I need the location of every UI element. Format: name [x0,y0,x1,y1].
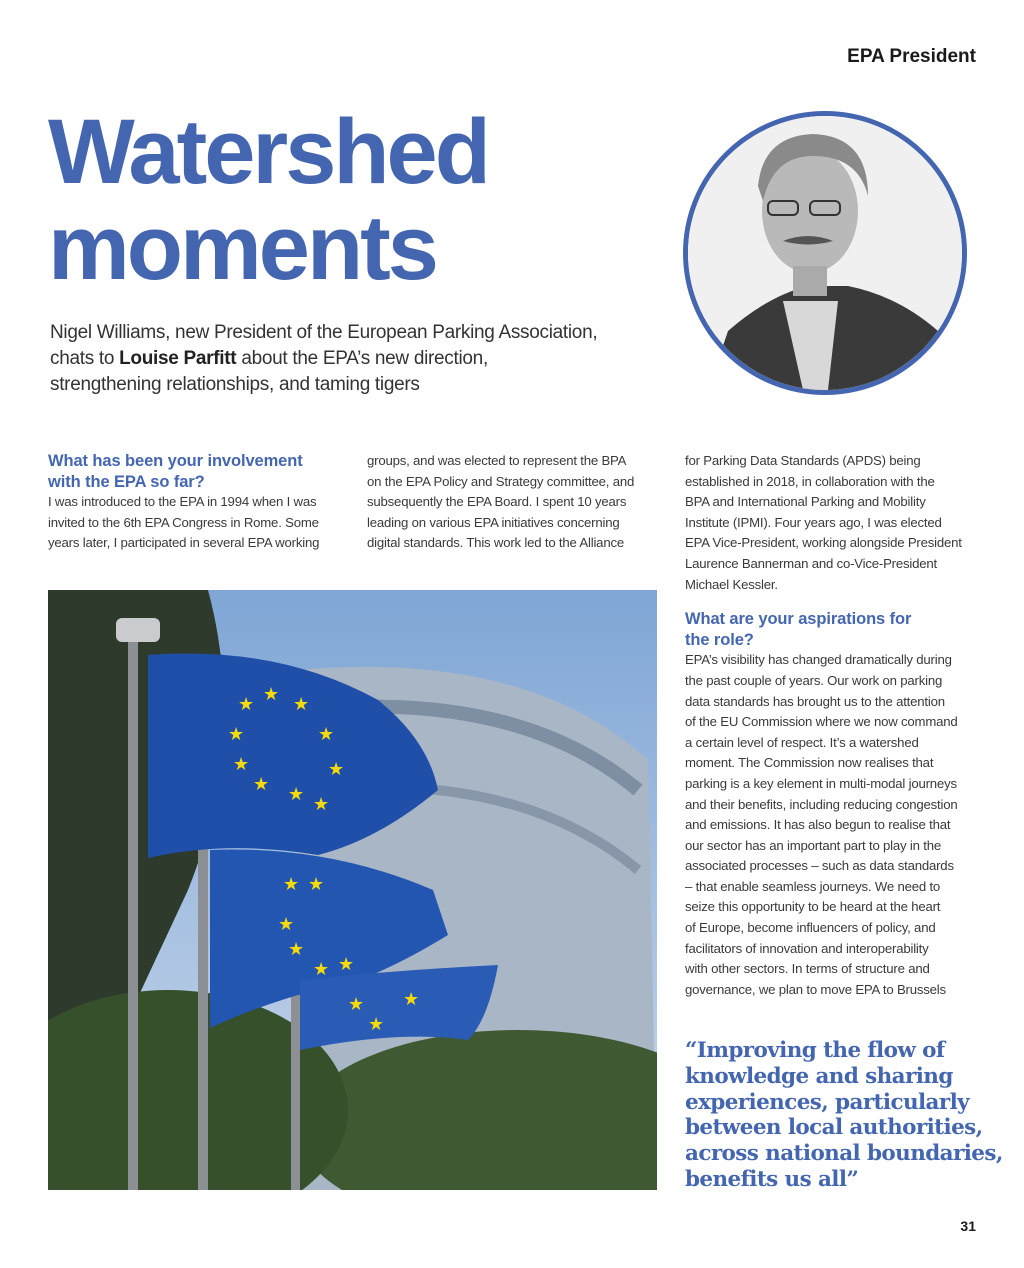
svg-text:★: ★ [328,759,345,779]
text-line: of the EU Commission where we now command [685,714,958,730]
body-text [367,451,657,554]
text-line: Michael Kessler. [685,576,778,592]
text-line: invited to the 6th EPA Congress in Rome. Some [48,514,319,530]
svg-text:★: ★ [288,784,305,804]
title-line: Watershed [48,101,488,203]
text-line: seize this opportunity to be heard at the heart [685,899,941,915]
standfirst-text: chats to [50,348,120,369]
page-title [48,101,488,299]
svg-text:★: ★ [253,774,270,794]
text-line: on the EPA Policy and Strategy committee, and [367,473,635,489]
text-line: EPA Vice-President, working alongside President [685,535,962,551]
svg-text:★: ★ [283,874,300,894]
svg-text:★: ★ [228,724,245,744]
svg-text:★: ★ [338,954,355,974]
text-line: years later, I participated in several EPA working [48,535,320,551]
text-line: I was introduced to the EPA in 1994 when I was [48,494,317,510]
text-line: leading on various EPA initiatives concerning [367,514,620,530]
text-line: moment. The Commission now realises that [685,755,934,771]
standfirst-text: about the EPA’s new direction, [236,348,488,369]
body-text [48,492,338,554]
text-line: associated processes – such as data standards [685,858,954,874]
svg-text:★: ★ [288,939,305,959]
question-heading [48,451,338,492]
text-line: groups, and was elected to represent the BPA [367,453,627,468]
body-text [685,650,980,1000]
author-name: Louise Parfitt [119,348,237,369]
text-line: digital standards. This work led to the Alliance [367,535,624,551]
heading-line: the role? [685,630,754,649]
text-line: BPA and International Parking and Mobility [685,494,926,510]
column-2 [367,451,657,554]
body-text [685,451,980,595]
svg-text:★: ★ [313,794,330,814]
text-line: a certain level of respect. It’s a watershed [685,734,919,750]
svg-text:★: ★ [278,914,295,934]
text-line: facilitators of innovation and interoperability [685,940,929,956]
svg-text:★: ★ [318,724,335,744]
text-line: benefits us all” [685,1166,859,1192]
text-line: with other sectors. In terms of structure and [685,961,930,977]
text-line: EPA’s visibility has changed dramatically during [685,652,952,668]
portrait-image [688,116,962,390]
text-line: the past couple of years. Our work on parking [685,672,943,688]
standfirst-line [50,346,610,372]
text-line: “Improving the flow of [685,1038,945,1063]
page-number: 31 [960,1218,976,1234]
svg-text:★: ★ [263,684,280,704]
text-line: experiences, particularly [685,1089,970,1115]
standfirst-line: strengthening relationships, and taming tigers [50,374,420,395]
title-line: moments [48,197,436,299]
svg-text:★: ★ [313,959,330,979]
text-line: subsequently the EPA Board. I spent 10 years [367,494,627,510]
svg-text:★: ★ [348,994,365,1014]
text-line: and emissions. It has also begun to realise that [685,817,951,833]
text-line: governance, we plan to move EPA to Brussels [685,981,946,997]
text-line: knowledge and sharing [685,1063,953,1089]
standfirst-line: Nigel Williams, new President of the European Parking Association, [50,322,598,343]
column-1 [48,451,338,554]
text-line: of Europe, become influencers of policy, and [685,920,936,936]
text-line: – that enable seamless journeys. We need to [685,878,941,894]
eu-flags-photo [48,590,657,1190]
text-line: Institute (IPMI). Four years ago, I was elected [685,514,942,530]
svg-text:★: ★ [368,1014,385,1034]
svg-text:★: ★ [403,989,420,1009]
pull-quote [685,1038,1003,1193]
eu-flags-image [48,590,657,1190]
column-3 [685,451,980,1000]
text-line: for Parking Data Standards (APDS) being [685,453,921,468]
text-line: established in 2018, in collaboration with the [685,473,935,489]
portrait-photo [683,111,967,395]
svg-text:★: ★ [293,694,310,714]
text-line: across national boundaries, [685,1141,1003,1167]
heading-line: What has been your involvement [48,452,303,470]
standfirst [50,320,610,398]
svg-text:★: ★ [233,754,250,774]
svg-text:★: ★ [238,694,255,714]
question-heading [685,609,980,650]
text-line: our sector has an important part to play in the [685,837,941,853]
heading-line: with the EPA so far? [48,472,205,491]
text-line: data standards has brought us to the attention [685,693,945,709]
section-label: EPA President [847,46,976,67]
heading-line: What are your aspirations for [685,610,912,629]
svg-text:★: ★ [308,874,325,894]
text-line: and their benefits, including reducing congestion [685,796,958,812]
text-line: parking is a key element in multi-modal journeys [685,775,957,791]
text-line: Laurence Bannerman and co-Vice-President [685,555,938,571]
text-line: between local authorities, [685,1115,983,1141]
